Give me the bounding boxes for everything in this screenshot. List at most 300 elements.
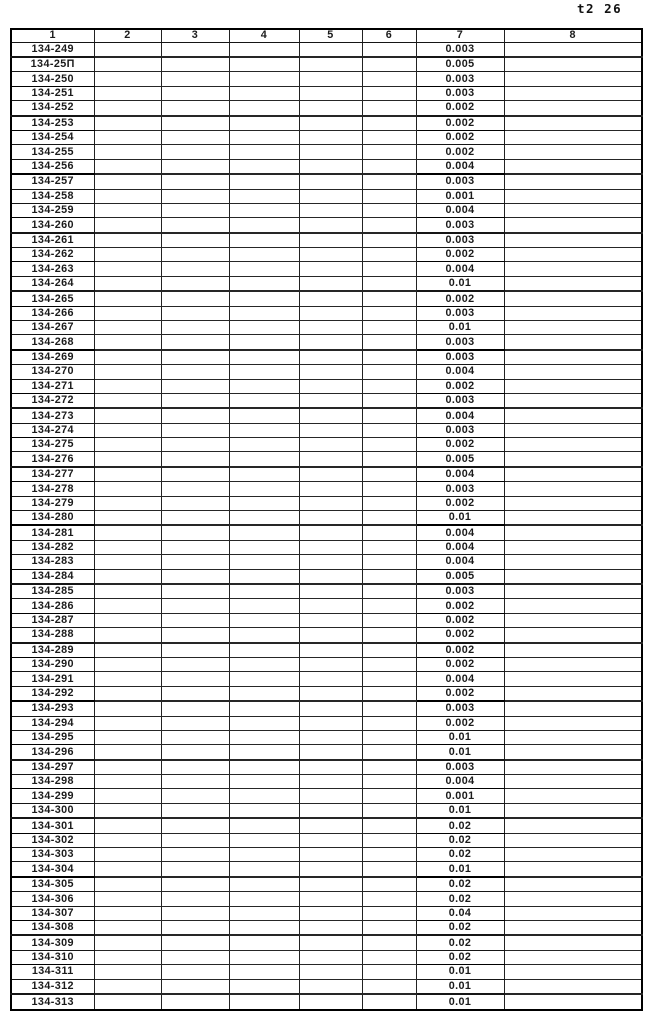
- empty-cell: [229, 335, 299, 350]
- empty-cell: [229, 145, 299, 159]
- empty-cell: [362, 686, 416, 701]
- empty-cell: [362, 350, 416, 365]
- empty-cell: [94, 452, 161, 467]
- empty-cell: [94, 42, 161, 57]
- header-row: [11, 29, 642, 42]
- empty-cell: [94, 701, 161, 716]
- empty-cell: [161, 906, 229, 920]
- empty-cell: [362, 130, 416, 144]
- table-row: [11, 335, 642, 350]
- empty-cell: [362, 920, 416, 935]
- empty-cell: [229, 408, 299, 423]
- empty-cell: [299, 320, 362, 334]
- empty-cell: [161, 365, 229, 379]
- empty-cell: [299, 775, 362, 789]
- empty-cell: [299, 862, 362, 877]
- empty-cell: [299, 877, 362, 892]
- empty-cell: [94, 262, 161, 276]
- table-row: [11, 189, 642, 203]
- empty-cell: [161, 174, 229, 189]
- table-row: [11, 643, 642, 658]
- empty-cell: [229, 613, 299, 627]
- empty-cell: [94, 643, 161, 658]
- empty-cell: [229, 892, 299, 906]
- empty-cell: [504, 42, 642, 57]
- table-row: [11, 452, 642, 467]
- value-cell: 0.003: [416, 306, 504, 320]
- empty-cell: [504, 775, 642, 789]
- empty-cell: [229, 935, 299, 950]
- column-header: 3: [161, 29, 229, 42]
- empty-cell: [94, 393, 161, 408]
- empty-cell: [504, 789, 642, 803]
- empty-cell: [161, 730, 229, 744]
- empty-cell: [504, 116, 642, 131]
- empty-cell: [504, 482, 642, 496]
- empty-cell: [504, 848, 642, 862]
- empty-cell: [504, 496, 642, 510]
- empty-cell: [161, 716, 229, 730]
- table-row: [11, 159, 642, 174]
- table-row: [11, 994, 642, 1010]
- empty-cell: [161, 233, 229, 248]
- sample-id-cell: 134-249: [11, 42, 94, 57]
- empty-cell: [94, 803, 161, 818]
- table-row: [11, 789, 642, 803]
- value-cell: 0.003: [416, 350, 504, 365]
- value-cell: 0.004: [416, 203, 504, 217]
- table-row: [11, 658, 642, 672]
- value-cell: 0.002: [416, 291, 504, 306]
- value-cell: 0.004: [416, 672, 504, 686]
- empty-cell: [362, 979, 416, 994]
- empty-cell: [161, 877, 229, 892]
- empty-cell: [504, 218, 642, 233]
- empty-cell: [94, 935, 161, 950]
- empty-cell: [161, 599, 229, 613]
- empty-cell: [94, 423, 161, 437]
- empty-cell: [229, 174, 299, 189]
- empty-cell: [94, 276, 161, 291]
- empty-cell: [94, 775, 161, 789]
- empty-cell: [299, 730, 362, 744]
- empty-cell: [161, 496, 229, 510]
- empty-cell: [161, 467, 229, 482]
- value-cell: 0.002: [416, 438, 504, 452]
- empty-cell: [161, 189, 229, 203]
- sample-id-cell: 134-263: [11, 262, 94, 276]
- value-cell: 0.02: [416, 833, 504, 847]
- sample-id-cell: 134-271: [11, 379, 94, 393]
- empty-cell: [504, 130, 642, 144]
- sample-id-cell: 134-270: [11, 365, 94, 379]
- empty-cell: [504, 276, 642, 291]
- table-row: [11, 730, 642, 744]
- sample-id-cell: 134-295: [11, 730, 94, 744]
- empty-cell: [299, 438, 362, 452]
- value-cell: 0.01: [416, 994, 504, 1010]
- empty-cell: [94, 569, 161, 584]
- empty-cell: [94, 920, 161, 935]
- empty-cell: [362, 408, 416, 423]
- empty-cell: [504, 174, 642, 189]
- empty-cell: [299, 628, 362, 643]
- empty-cell: [94, 584, 161, 599]
- empty-cell: [504, 511, 642, 526]
- column-header: 6: [362, 29, 416, 42]
- empty-cell: [362, 950, 416, 964]
- table-row: [11, 203, 642, 217]
- empty-cell: [362, 848, 416, 862]
- empty-cell: [161, 584, 229, 599]
- value-cell: 0.002: [416, 496, 504, 510]
- empty-cell: [229, 291, 299, 306]
- empty-cell: [362, 760, 416, 775]
- table-row: [11, 716, 642, 730]
- table-row: [11, 892, 642, 906]
- table-row: [11, 116, 642, 131]
- empty-cell: [229, 965, 299, 979]
- empty-cell: [299, 716, 362, 730]
- empty-cell: [299, 248, 362, 262]
- value-cell: 0.002: [416, 716, 504, 730]
- empty-cell: [94, 291, 161, 306]
- empty-cell: [362, 72, 416, 86]
- sample-id-cell: 134-303: [11, 848, 94, 862]
- empty-cell: [229, 540, 299, 554]
- empty-cell: [229, 262, 299, 276]
- empty-cell: [161, 203, 229, 217]
- empty-cell: [299, 906, 362, 920]
- empty-cell: [299, 365, 362, 379]
- empty-cell: [299, 789, 362, 803]
- empty-cell: [229, 775, 299, 789]
- sample-id-cell: 134-275: [11, 438, 94, 452]
- sample-id-cell: 134-282: [11, 540, 94, 554]
- empty-cell: [299, 291, 362, 306]
- empty-cell: [161, 408, 229, 423]
- empty-cell: [504, 335, 642, 350]
- empty-cell: [362, 291, 416, 306]
- empty-cell: [94, 116, 161, 131]
- sample-id-cell: 134-260: [11, 218, 94, 233]
- empty-cell: [94, 525, 161, 540]
- value-cell: 0.002: [416, 643, 504, 658]
- value-cell: 0.04: [416, 906, 504, 920]
- sample-id-cell: 134-274: [11, 423, 94, 437]
- empty-cell: [504, 965, 642, 979]
- empty-cell: [229, 760, 299, 775]
- empty-cell: [504, 730, 642, 744]
- sample-id-cell: 134-300: [11, 803, 94, 818]
- empty-cell: [94, 408, 161, 423]
- empty-cell: [161, 950, 229, 964]
- value-cell: 0.003: [416, 584, 504, 599]
- empty-cell: [94, 613, 161, 627]
- sample-id-cell: 134-306: [11, 892, 94, 906]
- value-cell: 0.02: [416, 950, 504, 964]
- empty-cell: [94, 848, 161, 862]
- empty-cell: [229, 511, 299, 526]
- empty-cell: [94, 599, 161, 613]
- empty-cell: [229, 525, 299, 540]
- empty-cell: [94, 686, 161, 701]
- empty-cell: [229, 686, 299, 701]
- empty-cell: [94, 306, 161, 320]
- value-cell: 0.002: [416, 145, 504, 159]
- empty-cell: [229, 848, 299, 862]
- empty-cell: [299, 672, 362, 686]
- empty-cell: [362, 306, 416, 320]
- value-cell: 0.002: [416, 379, 504, 393]
- value-cell: 0.01: [416, 862, 504, 877]
- empty-cell: [362, 833, 416, 847]
- value-cell: 0.02: [416, 920, 504, 935]
- empty-cell: [94, 350, 161, 365]
- empty-cell: [504, 262, 642, 276]
- empty-cell: [299, 379, 362, 393]
- empty-cell: [504, 701, 642, 716]
- value-cell: 0.01: [416, 730, 504, 744]
- empty-cell: [94, 658, 161, 672]
- empty-cell: [299, 42, 362, 57]
- empty-cell: [161, 833, 229, 847]
- value-cell: 0.004: [416, 159, 504, 174]
- empty-cell: [161, 569, 229, 584]
- empty-cell: [362, 496, 416, 510]
- sample-id-cell: 134-261: [11, 233, 94, 248]
- empty-cell: [161, 350, 229, 365]
- empty-cell: [362, 248, 416, 262]
- empty-cell: [299, 116, 362, 131]
- table-row: [11, 599, 642, 613]
- empty-cell: [161, 101, 229, 116]
- empty-cell: [504, 393, 642, 408]
- value-cell: 0.01: [416, 745, 504, 760]
- empty-cell: [161, 555, 229, 569]
- sample-id-cell: 134-251: [11, 86, 94, 100]
- sample-id-cell: 134-256: [11, 159, 94, 174]
- empty-cell: [161, 540, 229, 554]
- sample-id-cell: 134-254: [11, 130, 94, 144]
- empty-cell: [229, 920, 299, 935]
- empty-cell: [94, 818, 161, 833]
- column-header: 4: [229, 29, 299, 42]
- empty-cell: [362, 555, 416, 569]
- empty-cell: [229, 862, 299, 877]
- empty-cell: [229, 320, 299, 334]
- value-cell: 0.003: [416, 701, 504, 716]
- empty-cell: [362, 584, 416, 599]
- sample-id-cell: 134-257: [11, 174, 94, 189]
- empty-cell: [362, 906, 416, 920]
- empty-cell: [229, 42, 299, 57]
- sample-id-cell: 134-298: [11, 775, 94, 789]
- empty-cell: [504, 818, 642, 833]
- empty-cell: [362, 101, 416, 116]
- table-row: [11, 701, 642, 716]
- empty-cell: [504, 291, 642, 306]
- empty-cell: [299, 496, 362, 510]
- empty-cell: [229, 906, 299, 920]
- table-row: [11, 833, 642, 847]
- empty-cell: [161, 452, 229, 467]
- table-row: [11, 423, 642, 437]
- empty-cell: [299, 57, 362, 72]
- empty-cell: [504, 672, 642, 686]
- empty-cell: [504, 994, 642, 1010]
- empty-cell: [161, 72, 229, 86]
- empty-cell: [504, 803, 642, 818]
- empty-cell: [161, 994, 229, 1010]
- value-cell: 0.003: [416, 218, 504, 233]
- empty-cell: [362, 116, 416, 131]
- sample-id-cell: 134-304: [11, 862, 94, 877]
- empty-cell: [504, 613, 642, 627]
- empty-cell: [362, 159, 416, 174]
- table-row: [11, 540, 642, 554]
- empty-cell: [362, 862, 416, 877]
- empty-cell: [299, 658, 362, 672]
- empty-cell: [229, 393, 299, 408]
- empty-cell: [229, 994, 299, 1010]
- empty-cell: [94, 130, 161, 144]
- empty-cell: [161, 701, 229, 716]
- value-cell: 0.002: [416, 686, 504, 701]
- empty-cell: [299, 408, 362, 423]
- sample-id-cell: 134-258: [11, 189, 94, 203]
- empty-cell: [229, 584, 299, 599]
- table-row: [11, 569, 642, 584]
- empty-cell: [299, 467, 362, 482]
- empty-cell: [504, 540, 642, 554]
- empty-cell: [94, 760, 161, 775]
- value-cell: 0.001: [416, 789, 504, 803]
- empty-cell: [161, 159, 229, 174]
- empty-cell: [504, 555, 642, 569]
- empty-cell: [229, 72, 299, 86]
- sample-id-cell: 134-281: [11, 525, 94, 540]
- empty-cell: [161, 248, 229, 262]
- empty-cell: [161, 760, 229, 775]
- empty-cell: [504, 760, 642, 775]
- value-cell: 0.002: [416, 101, 504, 116]
- empty-cell: [229, 716, 299, 730]
- empty-cell: [229, 306, 299, 320]
- empty-cell: [504, 320, 642, 334]
- empty-cell: [229, 599, 299, 613]
- sample-id-cell: 134-288: [11, 628, 94, 643]
- empty-cell: [229, 833, 299, 847]
- empty-cell: [299, 892, 362, 906]
- empty-cell: [161, 335, 229, 350]
- table-row: [11, 86, 642, 100]
- table-row: [11, 393, 642, 408]
- empty-cell: [94, 628, 161, 643]
- empty-cell: [229, 189, 299, 203]
- empty-cell: [504, 452, 642, 467]
- table-row: [11, 291, 642, 306]
- sample-id-cell: 134-284: [11, 569, 94, 584]
- empty-cell: [504, 86, 642, 100]
- empty-cell: [229, 438, 299, 452]
- empty-cell: [94, 86, 161, 100]
- value-cell: 0.01: [416, 803, 504, 818]
- table-row: [11, 935, 642, 950]
- empty-cell: [229, 467, 299, 482]
- table-row: [11, 467, 642, 482]
- empty-cell: [504, 877, 642, 892]
- empty-cell: [94, 511, 161, 526]
- empty-cell: [299, 569, 362, 584]
- empty-cell: [229, 555, 299, 569]
- empty-cell: [362, 189, 416, 203]
- empty-cell: [229, 365, 299, 379]
- empty-cell: [299, 745, 362, 760]
- empty-cell: [299, 203, 362, 217]
- sample-id-cell: 134-290: [11, 658, 94, 672]
- sample-id-cell: 134-292: [11, 686, 94, 701]
- sample-id-cell: 134-25П: [11, 57, 94, 72]
- empty-cell: [299, 159, 362, 174]
- empty-cell: [229, 276, 299, 291]
- empty-cell: [362, 320, 416, 334]
- table-row: [11, 130, 642, 144]
- empty-cell: [299, 130, 362, 144]
- value-cell: 0.002: [416, 116, 504, 131]
- empty-cell: [299, 101, 362, 116]
- empty-cell: [94, 730, 161, 744]
- sample-id-cell: 134-276: [11, 452, 94, 467]
- table-row: [11, 248, 642, 262]
- empty-cell: [161, 393, 229, 408]
- empty-cell: [504, 365, 642, 379]
- empty-cell: [229, 658, 299, 672]
- empty-cell: [94, 145, 161, 159]
- sample-id-cell: 134-262: [11, 248, 94, 262]
- table-row: [11, 525, 642, 540]
- empty-cell: [229, 877, 299, 892]
- empty-cell: [94, 365, 161, 379]
- empty-cell: [504, 950, 642, 964]
- empty-cell: [299, 833, 362, 847]
- value-cell: 0.005: [416, 57, 504, 72]
- value-cell: 0.01: [416, 511, 504, 526]
- empty-cell: [161, 262, 229, 276]
- table-row: [11, 306, 642, 320]
- empty-cell: [161, 920, 229, 935]
- empty-cell: [161, 818, 229, 833]
- empty-cell: [94, 174, 161, 189]
- empty-cell: [229, 116, 299, 131]
- sample-id-cell: 134-294: [11, 716, 94, 730]
- empty-cell: [161, 276, 229, 291]
- empty-cell: [362, 482, 416, 496]
- value-cell: 0.003: [416, 335, 504, 350]
- empty-cell: [504, 892, 642, 906]
- empty-cell: [504, 628, 642, 643]
- empty-cell: [362, 203, 416, 217]
- value-cell: 0.01: [416, 979, 504, 994]
- empty-cell: [94, 379, 161, 393]
- empty-cell: [362, 42, 416, 57]
- value-cell: 0.004: [416, 525, 504, 540]
- empty-cell: [299, 218, 362, 233]
- empty-cell: [362, 935, 416, 950]
- empty-cell: [229, 159, 299, 174]
- empty-cell: [94, 906, 161, 920]
- empty-cell: [504, 101, 642, 116]
